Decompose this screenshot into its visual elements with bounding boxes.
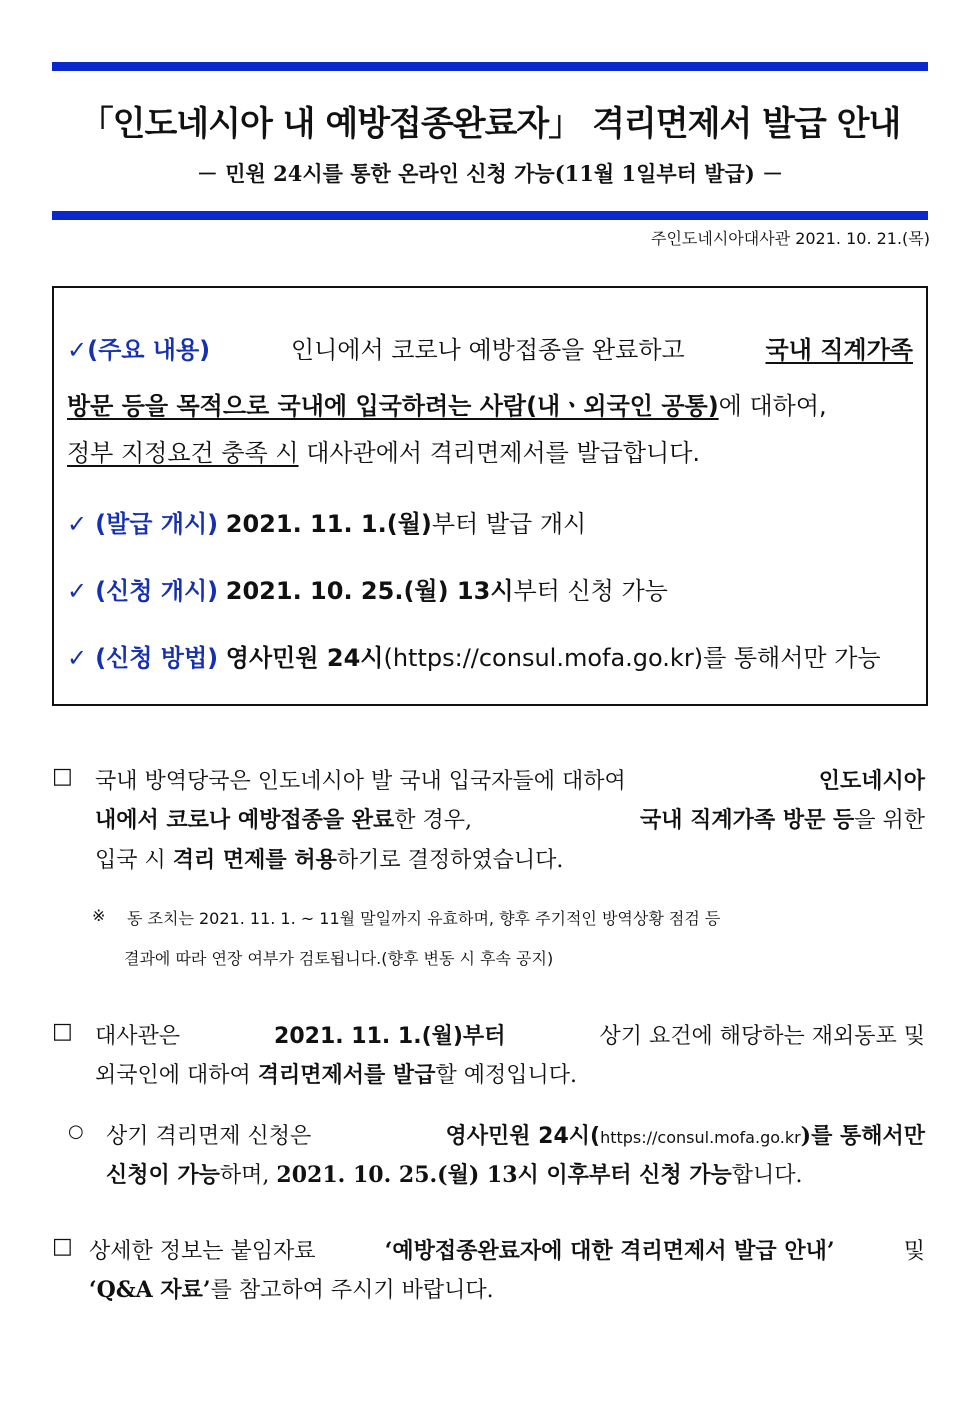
p1-text-e: 국내 직계가족 방문 등 xyxy=(640,807,855,833)
p1-text-d: 한 경우, xyxy=(394,808,473,833)
summary-issue-line xyxy=(67,504,913,539)
p4-text-d: ‘Q&A 자료’ xyxy=(89,1277,211,1303)
main-underline-1: 국내 직계가족 xyxy=(765,336,913,364)
method-text: (https://consul.mofa.go.kr)를 통해서만 가능 xyxy=(383,644,881,672)
p1-text-a: 국내 방역당국은 인도네시아 발 국내 입국자들에 대하여 xyxy=(95,769,626,794)
circle-bullet: ○ xyxy=(68,1121,84,1142)
p4-text-a: 상세한 정보는 붙임자료 xyxy=(89,1239,316,1264)
check-icon: ✓ xyxy=(67,336,88,364)
main-text-2: 에 대하여, xyxy=(718,392,827,420)
summary-main-line-2 xyxy=(67,386,913,421)
p4-text-c: 및 xyxy=(903,1239,925,1264)
top-rule xyxy=(52,62,928,71)
p4-text-e: 를 참고하여 주시기 바랍니다. xyxy=(210,1278,494,1303)
p3-text-a: 상기 격리면제 신청은 xyxy=(106,1124,312,1149)
p2-text-b: 2021. 11. 1.(월)부터 xyxy=(274,1024,506,1049)
check-icon: ✓ xyxy=(67,510,88,538)
check-icon: ✓ xyxy=(67,644,88,672)
p2-text-e: 격리면제서를 발급 xyxy=(257,1062,436,1088)
note-line-2: 결과에 따라 연장 여부가 검토됩니다.(향후 변동 시 후속 공지) xyxy=(124,949,554,968)
page-title: 「인도네시아 내 예방접종완료자」 격리면제서 발급 안내 xyxy=(79,104,901,144)
p1-line-3 xyxy=(95,843,563,874)
note-mark: ※ xyxy=(92,906,106,925)
p2-text-f: 할 예정입니다. xyxy=(435,1063,577,1088)
main-text-1: 인니에서 코로나 예방접종을 완료하고 xyxy=(290,336,685,364)
p2-text-a: 대사관은 xyxy=(95,1024,181,1049)
p3-text-b: 영사민원 24시( xyxy=(445,1124,601,1149)
apply-text: 부터 신청 가능 xyxy=(513,577,668,605)
p2-line-2 xyxy=(95,1058,577,1089)
p2-line-1 xyxy=(95,1019,925,1050)
p1-text-b: 인도네시아 xyxy=(818,768,925,794)
check-icon: ✓ xyxy=(67,577,88,605)
main-underline-2: 방문 등을 목적으로 국내에 입국하려는 사람(내ㆍ외국인 공통) xyxy=(67,392,719,420)
note-line-1: 동 조치는 2021. 11. 1. ~ 11월 말일까지 유효하며, 향후 주기적인 방역상황 점검 등 xyxy=(127,909,721,928)
p3-text-g: 합니다. xyxy=(731,1163,803,1188)
p4-text-b: ‘예방접종완료자에 대한 격리면제서 발급 안내’ xyxy=(384,1238,835,1264)
summary-main-line-1 xyxy=(67,330,913,365)
issuer-date: 주인도네시아대사관 2021. 10. 21.(목) xyxy=(651,229,930,248)
summary-apply-line xyxy=(67,571,913,606)
main-text-3: 대사관에서 격리면제서를 발급합니다. xyxy=(306,439,701,467)
p3-line-2 xyxy=(106,1158,803,1189)
bottom-rule xyxy=(52,211,928,220)
p1-text-h: 격리 면제를 허용 xyxy=(172,847,337,873)
square-bullet: □ xyxy=(52,764,73,789)
p2-text-d: 외국인에 대하여 xyxy=(95,1063,251,1088)
main-label: (주요 내용) xyxy=(87,336,211,364)
p1-text-g: 입국 시 xyxy=(95,848,166,873)
issue-text: 부터 발급 개시 xyxy=(431,510,587,538)
main-underline-3: 정부 지정요건 충족 시 xyxy=(67,439,299,467)
square-bullet: □ xyxy=(52,1234,73,1259)
p1-text-f: 을 위한 xyxy=(854,808,925,833)
p1-text-c: 내에서 코로나 예방접종을 완료 xyxy=(95,807,395,833)
summary-box xyxy=(52,286,928,706)
p3-url: https://consul.mofa.go.kr xyxy=(600,1128,801,1147)
p4-line-1 xyxy=(89,1234,925,1265)
apply-label: (신청 개시) xyxy=(95,577,219,605)
p4-line-2 xyxy=(89,1273,494,1304)
p2-text-c: 상기 요건에 해당하는 재외동포 및 xyxy=(599,1024,925,1049)
page-subtitle: － 민원 24시를 통한 온라인 신청 가능(11월 1일부터 발급) － xyxy=(196,161,784,186)
p3-text-f: 2021. 10. 25.(월) 13시 이후부터 신청 가능 xyxy=(276,1162,732,1188)
summary-main-line-3 xyxy=(67,433,913,468)
method-site: 영사민원 24시 xyxy=(225,644,384,672)
summary-method-line xyxy=(67,638,913,673)
issue-label: (발급 개시) xyxy=(95,510,219,538)
method-label: (신청 방법) xyxy=(95,644,219,672)
p1-line-2 xyxy=(95,803,925,834)
p1-line-1 xyxy=(95,764,925,795)
p3-text-d: 신청이 가능 xyxy=(106,1162,220,1188)
square-bullet: □ xyxy=(52,1019,73,1044)
p3-text-c: )를 통해서만 xyxy=(800,1123,925,1149)
p3-text-e: 하며, xyxy=(219,1163,270,1188)
p3-line-1 xyxy=(106,1119,925,1150)
issue-date: 2021. 11. 1.(월) xyxy=(225,510,432,538)
p1-text-i: 하기로 결정하였습니다. xyxy=(336,848,564,873)
apply-date: 2021. 10. 25.(월) 13시 xyxy=(225,577,514,605)
